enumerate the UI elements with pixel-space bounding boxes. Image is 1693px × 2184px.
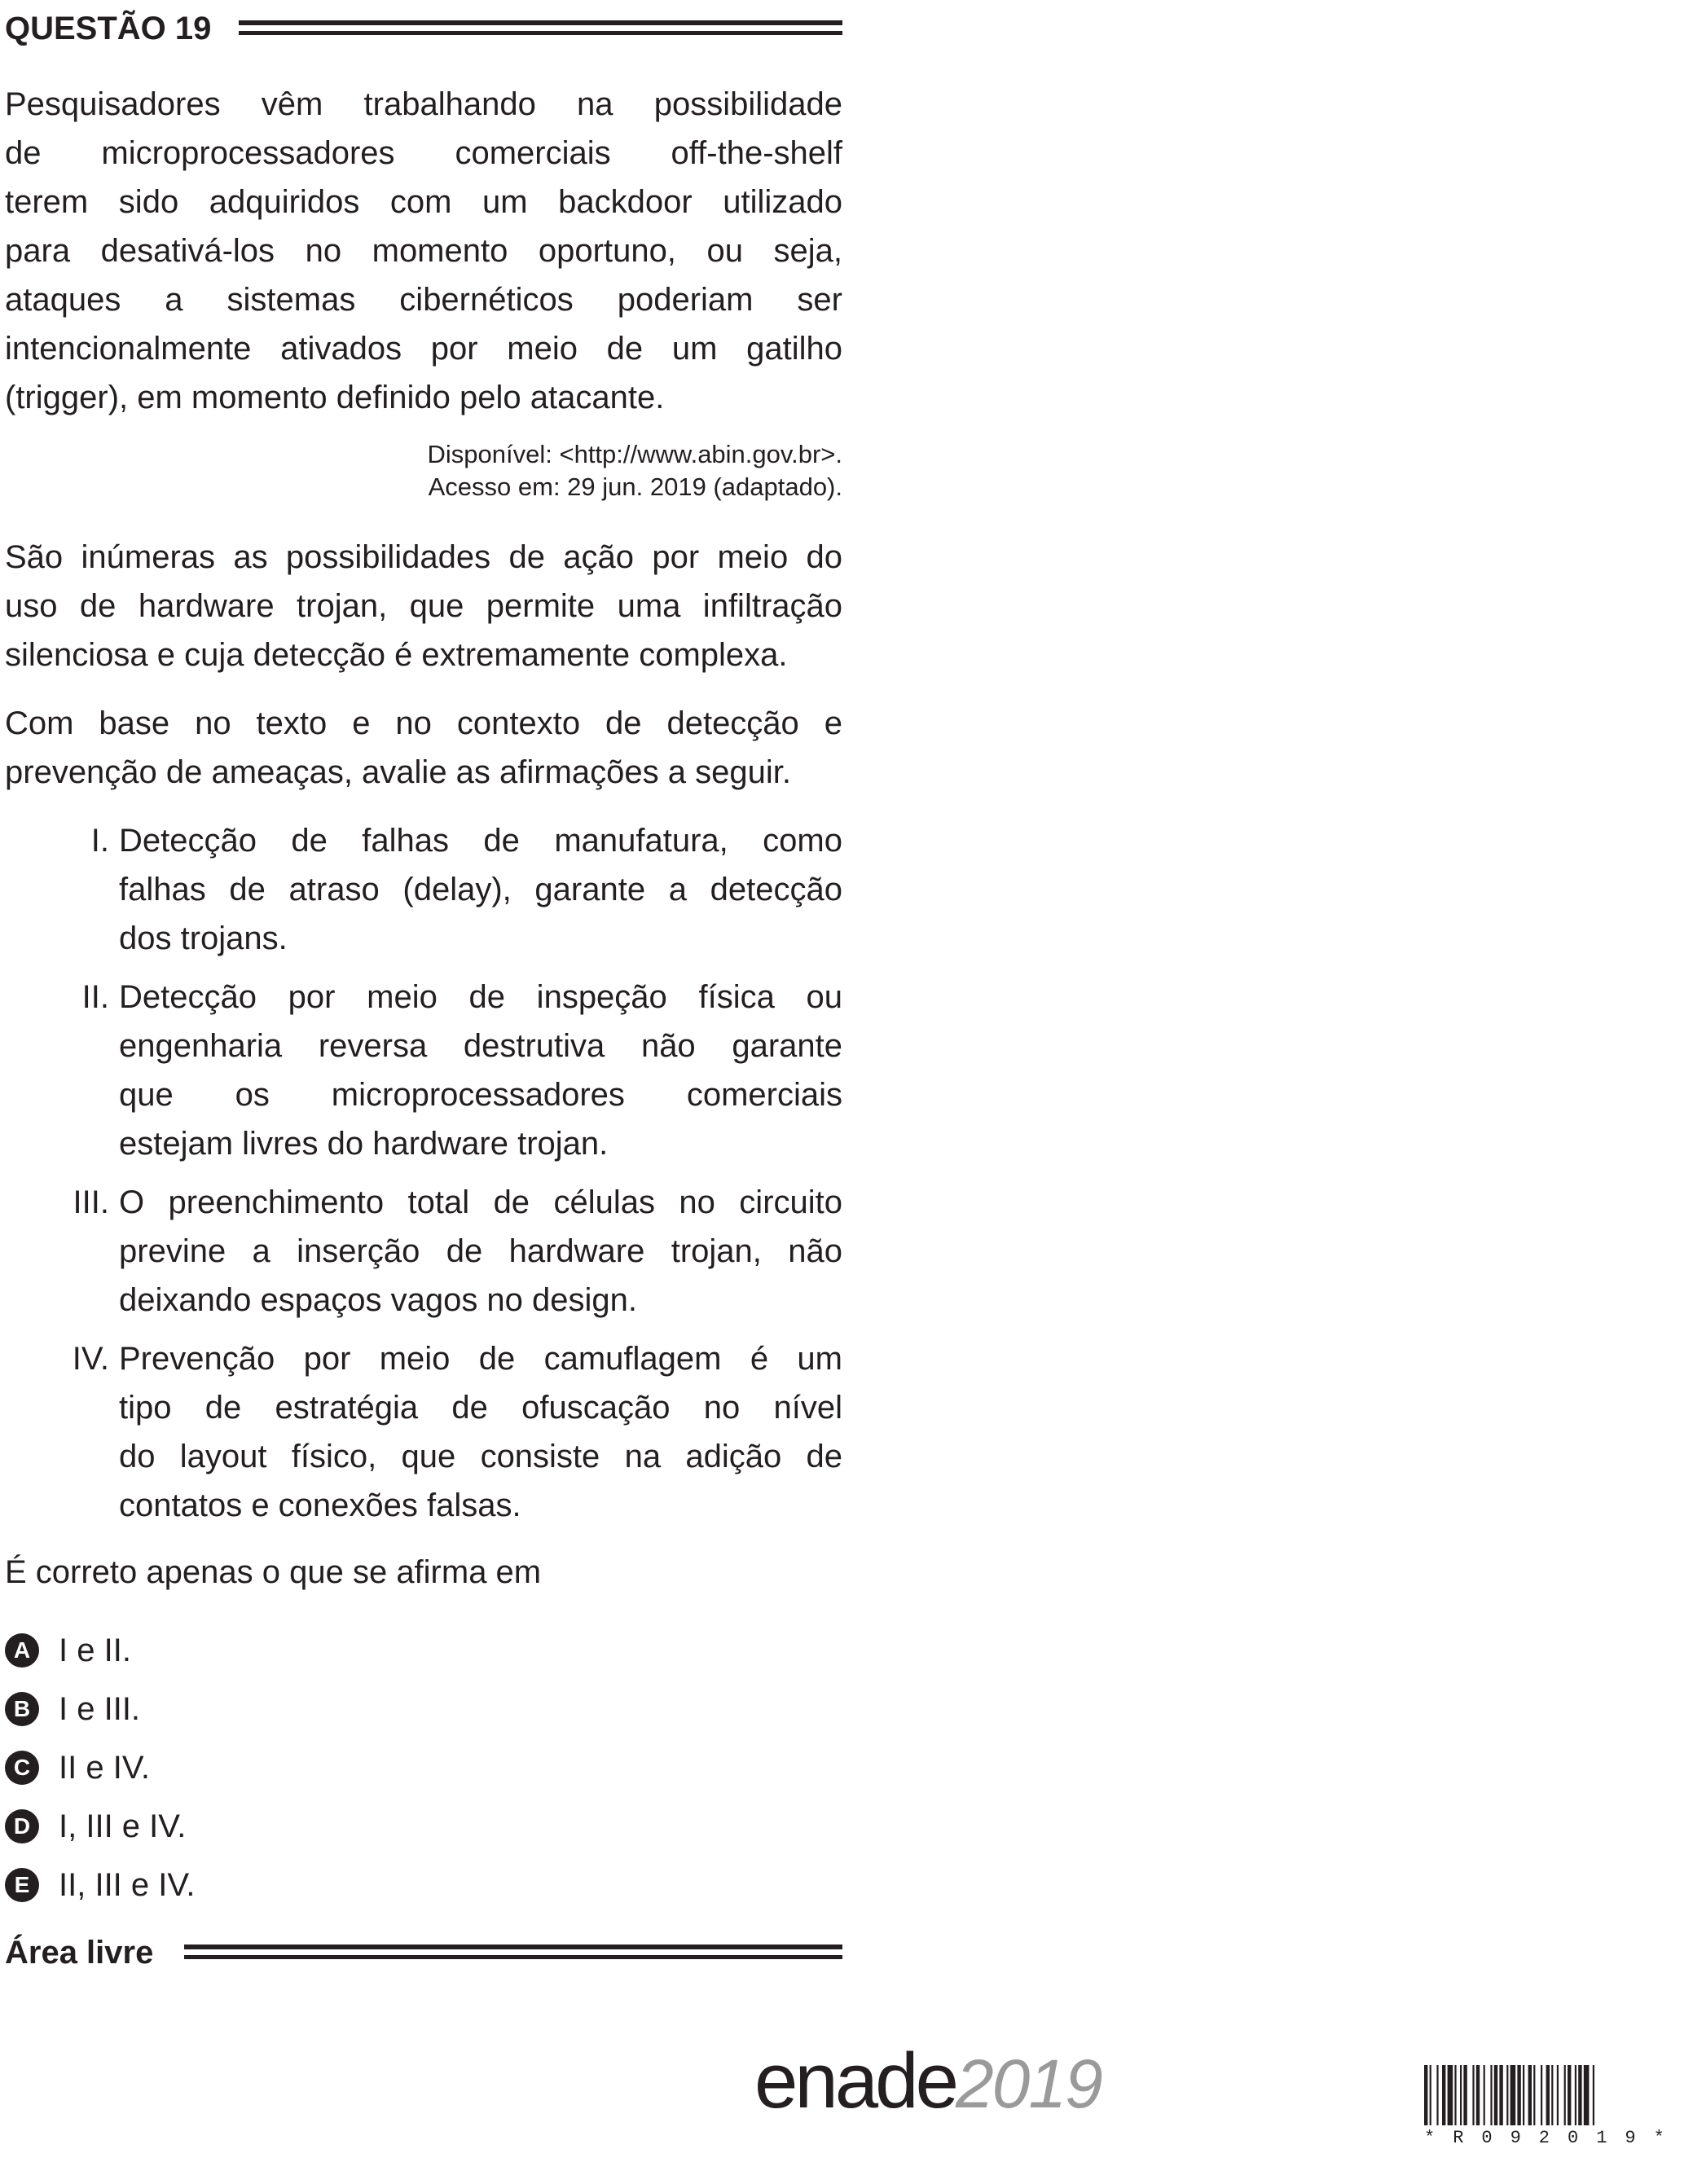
barcode-text: *R092019*	[1424, 2128, 1682, 2148]
header-double-rule	[239, 19, 842, 38]
statement-item	[5, 973, 842, 1168]
barcode-bar	[1484, 2065, 1485, 2125]
barcode-bar	[1430, 2065, 1431, 2125]
free-area-double-rule	[184, 1943, 842, 1962]
passage-line: terem sido adquiridos com um backdoor utilizado	[5, 184, 842, 220]
barcode-bar	[1568, 2065, 1571, 2125]
free-area-label: Área livre	[5, 1934, 154, 1971]
passage-line: para desativá-los no momento oportuno, ou seja,	[5, 233, 842, 269]
question-header	[5, 5, 842, 52]
barcode-bar	[1460, 2065, 1462, 2125]
barcode-bar	[1593, 2065, 1594, 2125]
passage-line: intencionalmente ativados por meio de um gatilho	[5, 331, 842, 367]
option-letter-badge: C	[5, 1751, 39, 1785]
question-stem	[5, 1548, 842, 1597]
logo-year-text: 2019	[955, 2046, 1102, 2122]
statement-line: previne a inserção de hardware trojan, não	[119, 1233, 842, 1269]
enade-logo	[754, 2037, 1102, 2126]
barcode-bar	[1533, 2065, 1535, 2125]
barcode-bar	[1436, 2065, 1438, 2125]
context-paragraph	[5, 533, 842, 679]
barcode-bar	[1584, 2065, 1590, 2125]
statement-line: que os microprocessadores comerciais	[119, 1077, 842, 1113]
barcode-bar	[1448, 2065, 1453, 2125]
statement-line: Detecção por meio de inspeção física ou	[119, 979, 842, 1015]
statement-line: tipo de estratégia de ofuscação no nível	[119, 1390, 842, 1426]
option-letter-badge: B	[5, 1692, 39, 1726]
barcode-bar	[1472, 2065, 1474, 2125]
statement-line: estejam livres do hardware trojan.	[119, 1126, 609, 1162]
barcode-bar	[1551, 2065, 1553, 2125]
barcode-bar	[1442, 2065, 1445, 2125]
passage-line: Pesquisadores vêm trabalhando na possibilidade	[5, 86, 842, 122]
barcode-bar	[1546, 2065, 1550, 2125]
context-line: São inúmeras as possibilidades de ação por meio do	[5, 539, 842, 575]
source-line: Acesso em: 29 jun. 2019 (adaptado).	[428, 472, 842, 501]
prompt-paragraph	[5, 699, 842, 797]
statement-line: O preenchimento total de células no circuito	[119, 1184, 842, 1220]
option-text: I, III e IV.	[59, 1808, 187, 1844]
passage-source	[5, 438, 842, 503]
statement-line: contatos e conexões falsas.	[119, 1487, 521, 1523]
context-line: silenciosa e cuja detecção é extremamente complexa.	[5, 637, 788, 673]
context-line: uso de hardware trojan, que permite uma infiltração	[5, 588, 842, 624]
passage-line: ataques a sistemas cibernéticos poderiam ser	[5, 282, 842, 318]
statement-item	[5, 1178, 842, 1325]
option-letter-badge: A	[5, 1633, 39, 1668]
statement-line: engenharia reversa destrutiva não garante	[119, 1028, 842, 1064]
statement-line: Detecção de falhas de manufatura, como	[119, 823, 842, 859]
statement-item	[5, 1334, 842, 1530]
option-d[interactable]	[5, 1802, 842, 1851]
option-b[interactable]	[5, 1685, 842, 1734]
option-text: II e IV.	[59, 1749, 150, 1786]
question-stem-text: É correto apenas o que se afirma em	[5, 1554, 542, 1590]
barcode-bar	[1490, 2065, 1492, 2125]
barcode-bar	[1424, 2065, 1427, 2125]
barcode-bar	[1541, 2065, 1542, 2125]
answer-options	[5, 1626, 842, 1909]
prompt-line: prevenção de ameaças, avalie as afirmações a seguir.	[5, 754, 791, 790]
statement-list	[5, 816, 842, 1530]
statement-number: I.	[90, 823, 109, 859]
source-line: Disponível: <http://www.abin.gov.br>.	[427, 440, 842, 468]
statement-number: II.	[81, 979, 109, 1015]
passage	[5, 80, 842, 422]
barcode-bar	[1476, 2065, 1480, 2125]
passage-line: (trigger), em momento definido pelo atacante.	[5, 380, 665, 415]
option-letter-badge: E	[5, 1868, 39, 1902]
free-area-header	[5, 1929, 842, 1976]
passage-line: de microprocessadores comerciais off-the-shelf	[5, 135, 842, 171]
barcode-bar	[1564, 2065, 1566, 2125]
barcode-bar	[1463, 2065, 1467, 2125]
barcode-bar	[1517, 2065, 1520, 2125]
barcode-bar	[1575, 2065, 1576, 2125]
option-c[interactable]	[5, 1743, 842, 1792]
statement-line: Prevenção por meio de camuflagem é um	[119, 1341, 842, 1377]
barcode-bar	[1523, 2065, 1524, 2125]
barcode-bar	[1499, 2065, 1502, 2125]
option-text: I e III.	[59, 1690, 141, 1727]
barcode-bar	[1578, 2065, 1581, 2125]
option-a[interactable]	[5, 1626, 842, 1675]
option-text: II, III e IV.	[59, 1866, 196, 1903]
prompt-line: Com base no texto e no contexto de detecção e	[5, 705, 842, 741]
statement-item	[5, 816, 842, 963]
statement-line: deixando espaços vagos no design.	[119, 1282, 638, 1318]
option-text: I e II.	[59, 1632, 131, 1668]
barcode-bar	[1528, 2065, 1532, 2125]
logo-brand-text: enade	[754, 2037, 956, 2125]
question-title: QUESTÃO 19	[5, 10, 212, 46]
statement-number: IV.	[72, 1341, 109, 1377]
option-e[interactable]	[5, 1861, 842, 1909]
barcode-bar	[1506, 2065, 1508, 2125]
barcode-image	[1424, 2065, 1683, 2125]
barcode-bar	[1454, 2065, 1456, 2125]
barcode-bar	[1494, 2065, 1497, 2125]
statement-line: dos trojans.	[119, 921, 288, 956]
option-letter-badge: D	[5, 1809, 39, 1843]
statement-line: do layout físico, que consiste na adição de	[119, 1439, 842, 1474]
barcode-bar	[1511, 2065, 1516, 2125]
statement-number: III.	[73, 1184, 109, 1220]
barcode-bar	[1557, 2065, 1559, 2125]
statement-line: falhas de atraso (delay), garante a detecção	[119, 872, 842, 907]
